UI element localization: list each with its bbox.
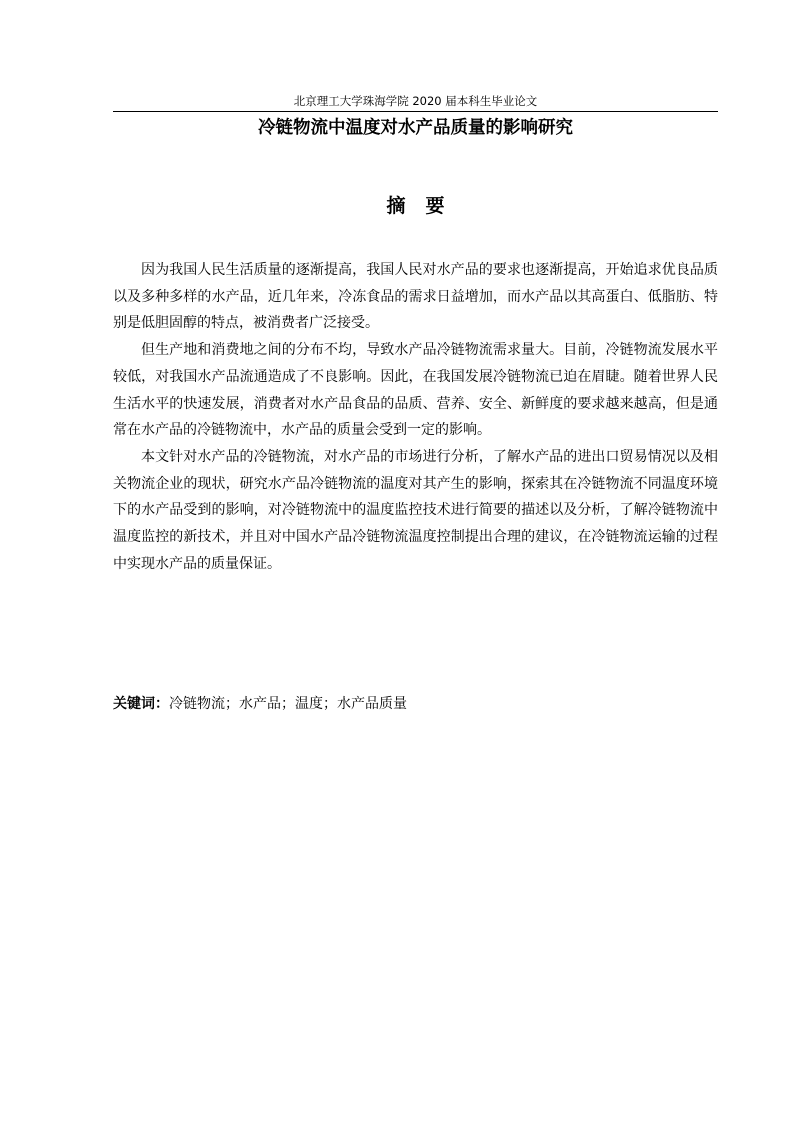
abstract-heading: 摘要: [386, 195, 465, 217]
abstract-paragraph-3: 本文针对水产品的冷链物流，对水产品的市场进行分析，了解水产品的进出口贸易情况以及相关物流企业的现状，研究水产品冷链物流的温度对其产生的影响，探索其在冷链物流不同温度环境下的水产品受到的影响，对冷链物流中的温度监控技术进行简要的描述以及分析，了解冷链物流中温度监控的新技术，并且对中国水产品冷链物流温度控制提出合理的建议，在冷链物流运输的过程中实现水产品的质量保证。: [113, 448, 718, 572]
thesis-title: 冷链物流中温度对水产品质量的影响研究: [258, 118, 573, 138]
keywords-line: [113, 692, 718, 716]
keywords-label: 关键词：: [113, 696, 169, 712]
keywords-value: 冷链物流；水产品；温度；水产品质量: [169, 696, 407, 712]
running-header: 北京理工大学珠海学院 2020 届本科生毕业论文: [293, 94, 538, 108]
abstract-paragraph-1: 因为我国人民生活质量的逐渐提高，我国人民对水产品的要求也逐渐提高，开始追求优良品质以及多种多样的水产品，近几年来，冷冻食品的需求日益增加，而水产品以其高蛋白、低脂肪、特别是低胆固醇的特点，被消费者广泛接受。: [113, 262, 718, 332]
abstract-body: [113, 257, 718, 577]
header-divider: [113, 111, 718, 112]
abstract-paragraph-2: 但生产地和消费地之间的分布不均，导致水产品冷链物流需求量大。目前，冷链物流发展水平较低，对我国水产品流通造成了不良影响。因此，在我国发展冷链物流已迫在眉睫。随着世界人民生活水平的快速发展，消费者对水产品食品的品质、营养、安全、新鲜度的要求越来越高，但是通常在水产品的冷链物流中，水产品的质量会受到一定的影响。: [113, 342, 718, 439]
